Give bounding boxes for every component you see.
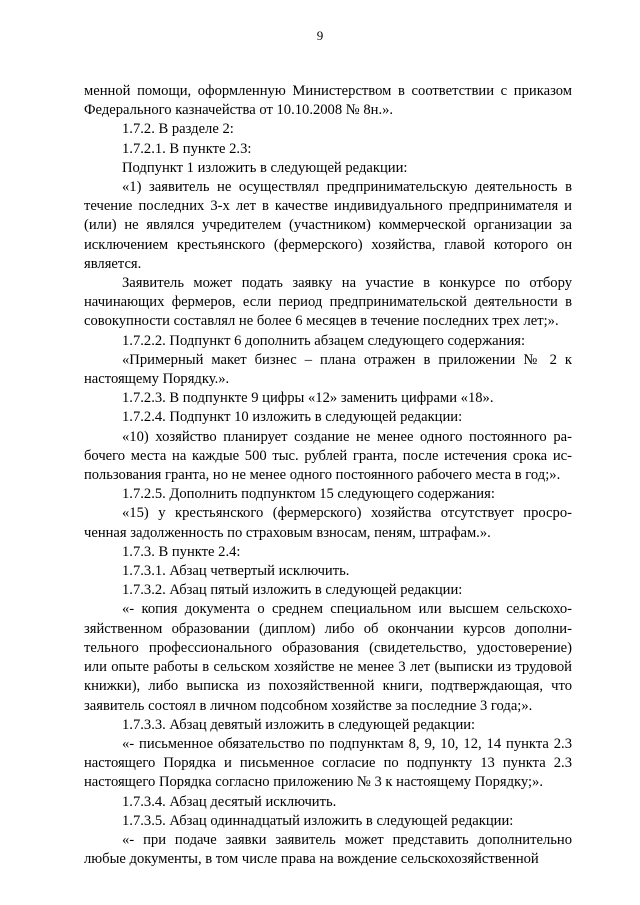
paragraph: 1.7.3.4. Абзац десятый исключить. <box>122 793 337 810</box>
paragraph: 1.7.3.5. Абзац одиннадцатый изложить в следующей редакции: <box>122 812 514 829</box>
page-number: 9 <box>316 28 324 43</box>
paragraph: Заявитель может подать заявку на участие в конкурсе по отбору начинающих фермеров, если период предпринимательской деятельности в совокупности составлял не более 6 месяцев в течение последних трех лет;». <box>84 275 572 330</box>
paragraph: Подпункт 1 изложить в следующей редакции: <box>122 159 408 176</box>
paragraph: 1.7.2.3. В подпункте 9 цифры «12» заменить цифрами «18». <box>122 390 494 407</box>
paragraph: «1) заявитель не осуществлял предпринимательскую деятельность в течение последних 3-х лет в качестве индивидуального предпринимателя и (или) не являлся учредителем (участником) коммерческой организации за исключением крестьянского (фермерского) хозяйства, главой которого он является. <box>84 179 572 272</box>
paragraph: 1.7.2. В разделе 2: <box>122 121 234 138</box>
paragraph: 1.7.2.5. Дополнить подпунктом 15 следующего содержания: <box>122 486 495 503</box>
paragraph: 1.7.3.2. Абзац пятый изложить в следующей редакции: <box>122 582 463 599</box>
paragraph: 1.7.2.1. В пункте 2.3: <box>122 140 252 157</box>
paragraph: «15) у крестьянского (фермерского) хозяйства отсутствует просроченная задолженность по страховым взносам, пеням, штрафам.». <box>84 505 572 541</box>
paragraph: «Примерный макет бизнес – плана отражен в приложении № 2 к настоящему Порядку.». <box>84 351 572 388</box>
paragraph: 1.7.3. В пункте 2.4: <box>122 543 241 560</box>
paragraph: 1.7.2.4. Подпункт 10 изложить в следующей редакции: <box>122 409 463 426</box>
paragraph: 1.7.2.2. Подпункт 6 дополнить абзацем следующего содержания: <box>122 332 526 349</box>
paragraph: «- копия документа о среднем специальном или высшем сельскохозяйственном образовании (диплом) либо об окончании курсов дополнительного профессионального образования (свидетельство, удостоверение) или опыте работы в сельском хозяйстве не менее 3 лет (выписки из трудовой книжки), либо выписка из похозяйственной книги, подтверждающая, что заявитель состоял в личном подсобном хозяйстве за последние 3 года;». <box>84 601 572 714</box>
paragraph: «- при подаче заявки заявитель может представить дополнительно любые документы, в том числе права на вождение сельскохозяйственной <box>84 831 572 868</box>
paragraph: менной помощи, оформленную Министерством в соответствии с приказом Федерального казначейства от 10.10.2008 № 8н.». <box>84 83 572 119</box>
paragraph: «- письменное обязательство по подпунктам 8, 9, 10, 12, 14 пункта 2.3 настоящего Порядка и письменное согласие по подпункту 13 пункта 2.3 настоящего Порядка согласно приложению № 3 к настоящему Порядку;». <box>84 735 572 791</box>
document-body <box>84 82 572 869</box>
paragraph: 1.7.3.1. Абзац четвертый исключить. <box>122 563 350 580</box>
paragraph: «10) хозяйство планирует создание не менее одного постоянного рабочего места на каждые 500 тыс. рублей гранта, после истечения срока использования гранта, но не менее одного постоянного рабочего места в год;». <box>84 428 572 484</box>
paragraph: 1.7.3.3. Абзац девятый изложить в следующей редакции: <box>122 716 476 733</box>
